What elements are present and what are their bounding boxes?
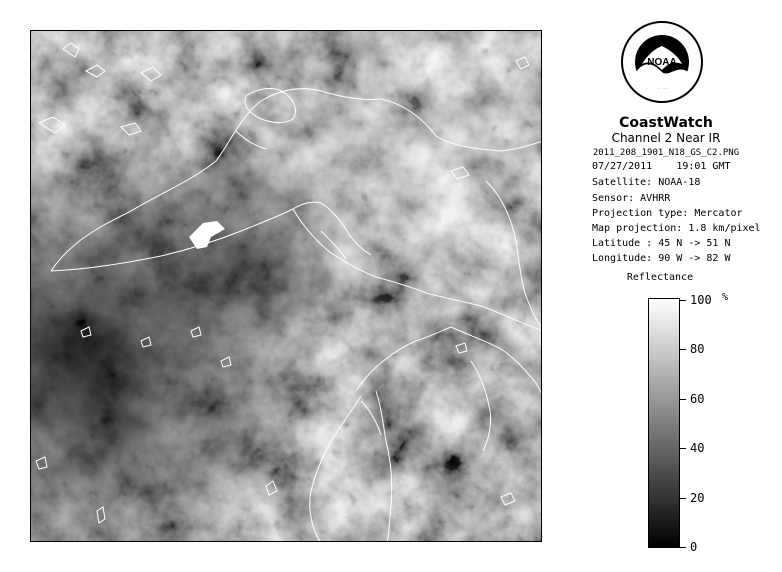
colorbar-tick-label: 0 bbox=[690, 540, 698, 554]
acquisition-datetime bbox=[592, 160, 731, 174]
image-filename: 2011_208_1901_N18_GS_C2.PNG bbox=[592, 148, 740, 158]
map-projection-label: Map projection: 1.8 km/pixel bbox=[592, 223, 761, 234]
colorbar-tick bbox=[680, 300, 686, 301]
projection-type-label: Projection type: Mercator bbox=[592, 208, 743, 219]
colorbar-tick-label: 20 bbox=[690, 490, 705, 505]
satellite-label: Satellite: NOAA-18 bbox=[592, 177, 701, 188]
satellite-image bbox=[30, 30, 542, 542]
legend-unit: % bbox=[722, 292, 729, 303]
colorbar-tick bbox=[680, 399, 686, 400]
channel-label: Channel 2 Near IR bbox=[611, 131, 721, 145]
sensor-label: Sensor: AVHRR bbox=[592, 193, 671, 204]
colorbar-tick-label: 100 bbox=[690, 293, 712, 307]
colorbar-tick bbox=[680, 547, 686, 548]
app-title: CoastWatch bbox=[619, 115, 713, 131]
colorbar-tick bbox=[680, 349, 686, 350]
reflectance-colorbar bbox=[648, 298, 680, 548]
acquisition-time: 19:01 GMT bbox=[676, 161, 731, 172]
colorbar-tick-label: 80 bbox=[690, 342, 705, 357]
noaa-logo-text: NOAA bbox=[647, 57, 677, 68]
bright-cloud-area bbox=[31, 31, 542, 542]
longitude-label: Longitude: 90 W -> 82 W bbox=[592, 253, 731, 264]
acquisition-date: 07/27/2011 bbox=[592, 161, 653, 172]
legend-title: Reflectance bbox=[626, 272, 694, 283]
latitude-label: Latitude : 45 N -> 51 N bbox=[592, 238, 731, 249]
noaa-logo bbox=[620, 20, 704, 104]
colorbar-tick bbox=[680, 448, 686, 449]
colorbar-tick-label: 40 bbox=[690, 441, 705, 456]
colorbar-tick bbox=[680, 498, 686, 499]
colorbar-tick-label: 60 bbox=[690, 391, 705, 406]
